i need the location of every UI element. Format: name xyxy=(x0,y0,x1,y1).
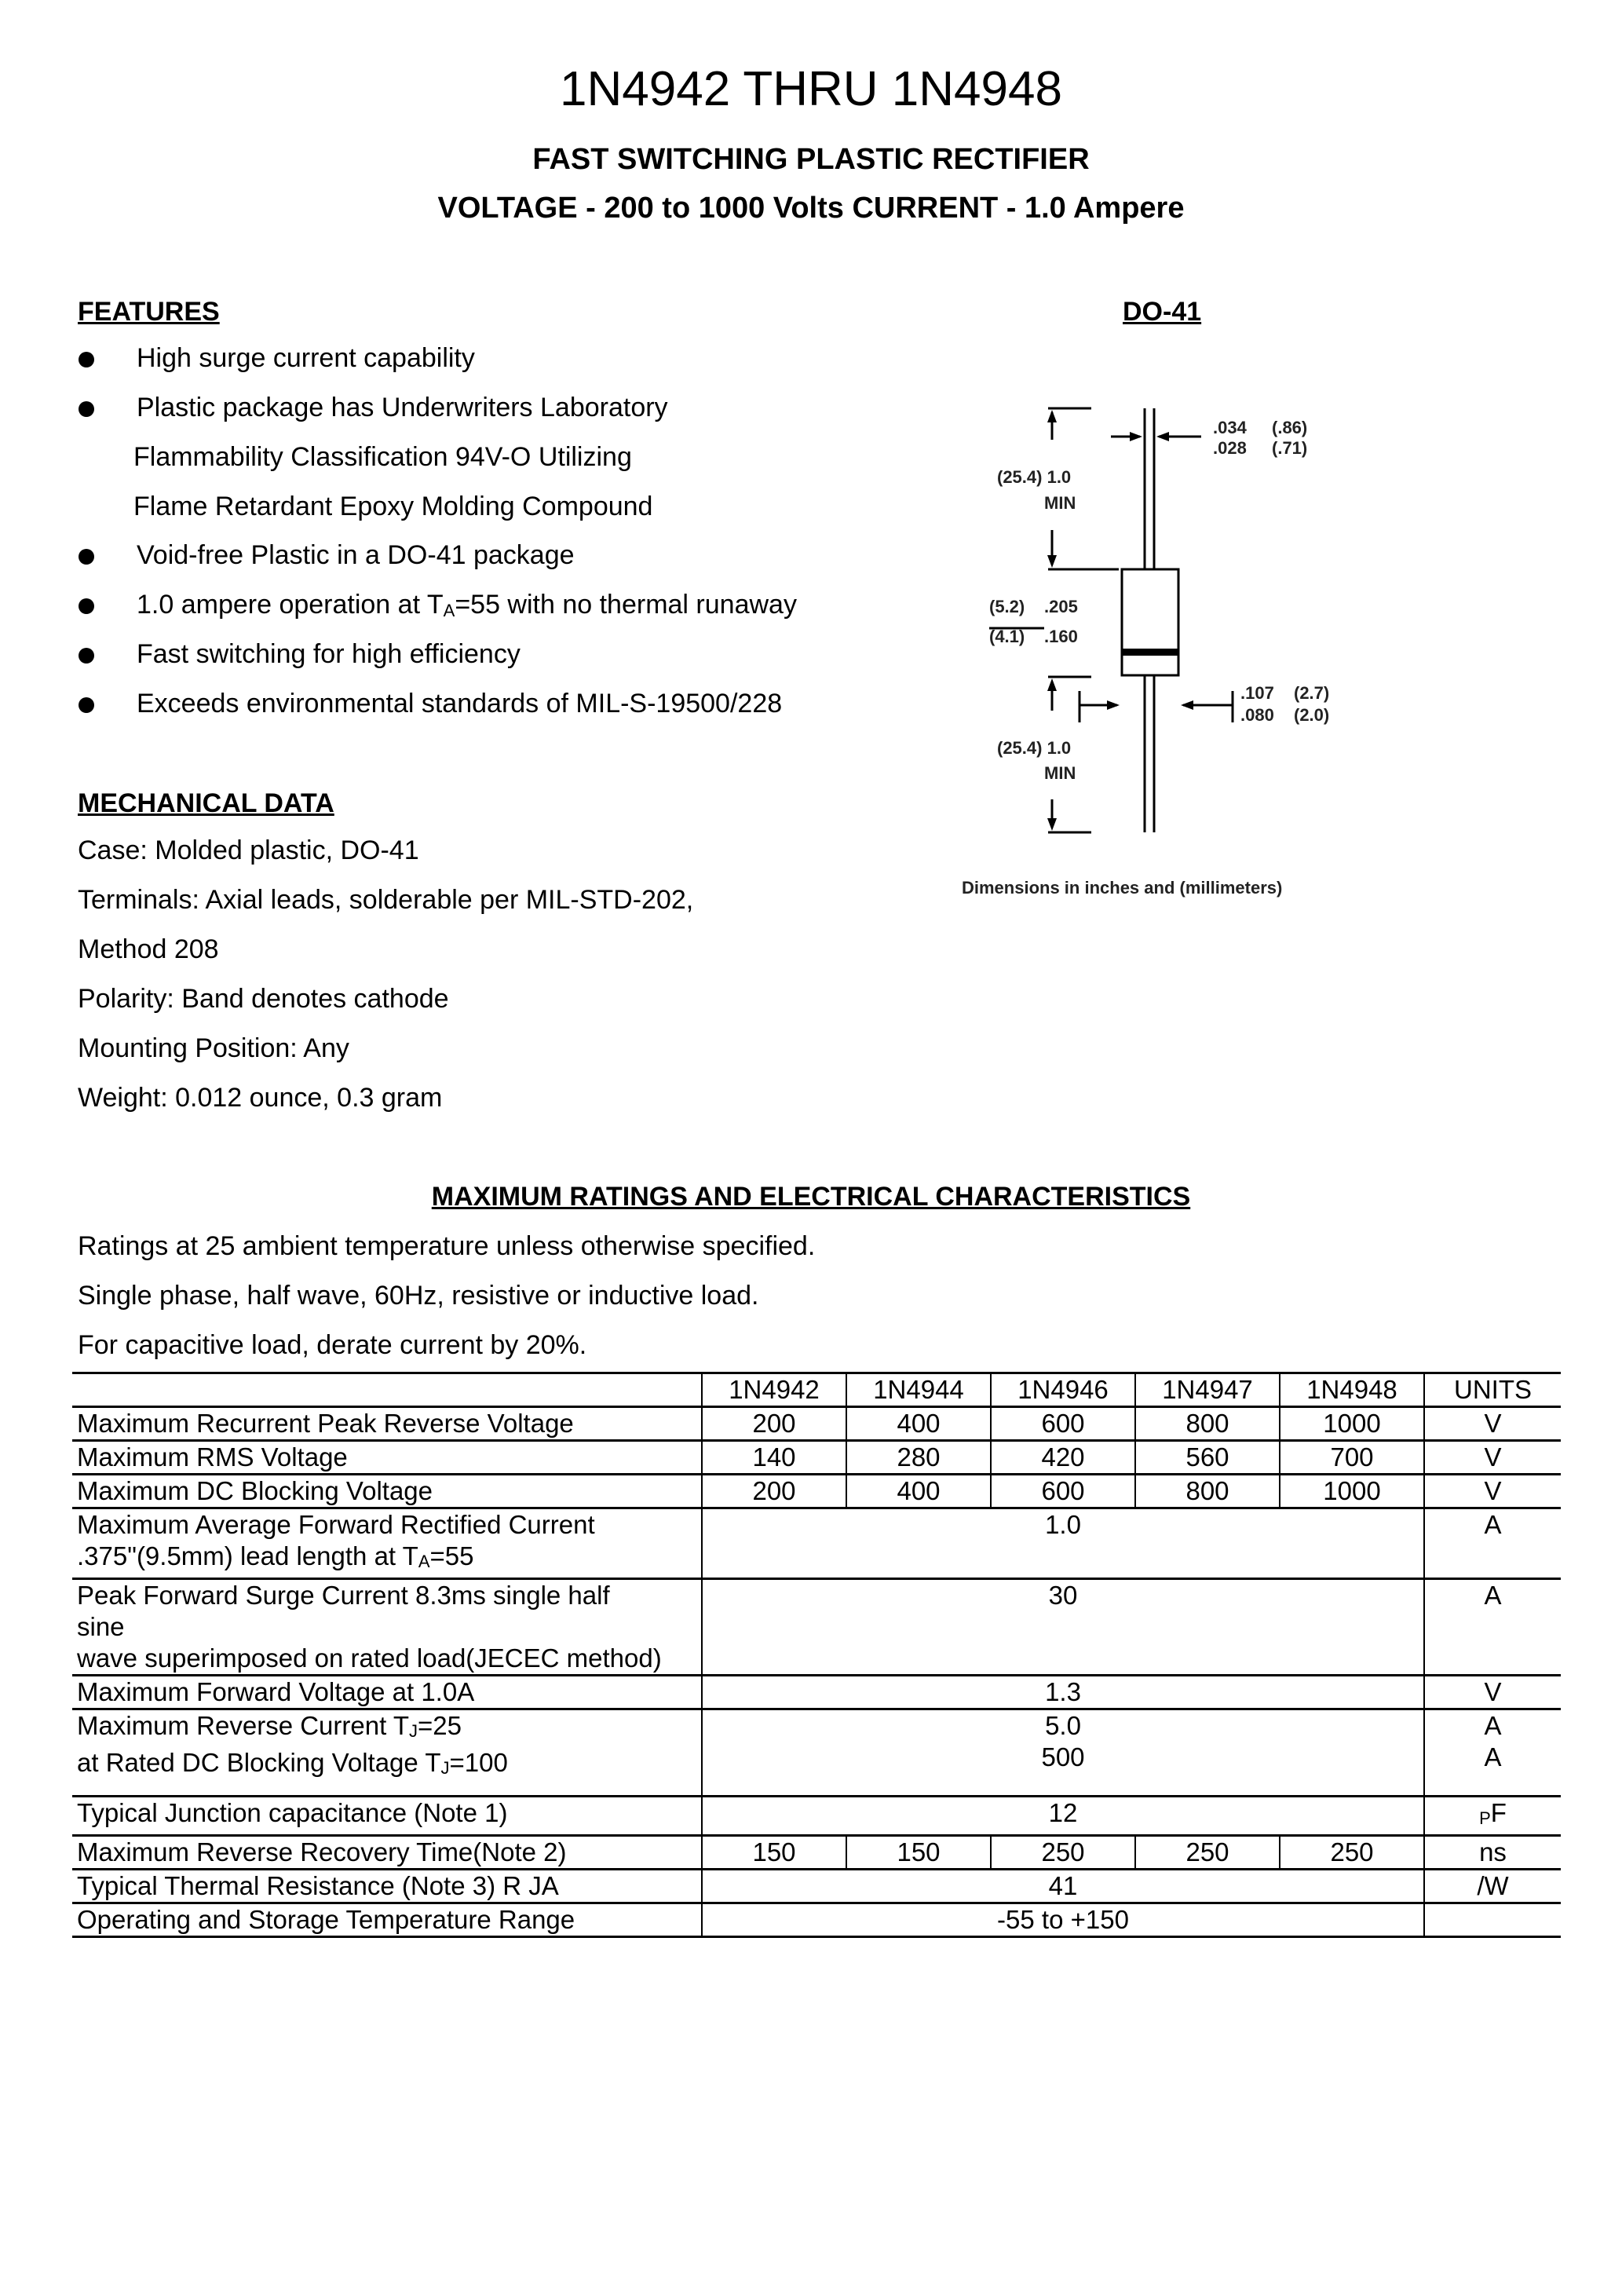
table-cell: 140 xyxy=(702,1441,846,1475)
table-cell: 12 xyxy=(702,1797,1424,1836)
table-cell: 150 xyxy=(846,1836,991,1870)
table-cell: 250 xyxy=(991,1836,1135,1870)
ratings-note: For capacitive load, derate current by 20%. xyxy=(78,1330,587,1360)
table-header-cell xyxy=(72,1373,702,1407)
unit-cell: A xyxy=(1424,1508,1561,1579)
ratings-heading: MAXIMUM RATINGS AND ELECTRICAL CHARACTERISTICS xyxy=(431,1182,1191,1212)
table-row xyxy=(72,1441,1561,1475)
table-cell: 250 xyxy=(1280,1836,1424,1870)
unit-cell: A A xyxy=(1424,1709,1561,1797)
features-heading: FEATURES xyxy=(78,297,220,327)
table-cell: 1.0 xyxy=(702,1508,1424,1579)
table-cell: 30 xyxy=(702,1579,1424,1676)
row-label: Peak Forward Surge Current 8.3ms single half sine wave superimposed on rated load(JECEC method) xyxy=(72,1579,702,1676)
unit-cell: V xyxy=(1424,1407,1561,1441)
lead-length-label: (25.4) 1.0 xyxy=(997,467,1072,487)
wire-dia-inch-max: .034 xyxy=(1213,418,1247,437)
feature-item: Plastic package has Underwriters Laboratory xyxy=(137,393,668,422)
table-cell: 600 xyxy=(991,1407,1135,1441)
ratings-table xyxy=(72,1372,1561,1938)
table-row xyxy=(72,1709,1561,1797)
unit-cell: V xyxy=(1424,1475,1561,1508)
body-length-mm-max: (5.2) xyxy=(989,597,1025,616)
table-cell: 560 xyxy=(1135,1441,1280,1475)
diagram-caption: Dimensions in inches and (millimeters) xyxy=(962,878,1283,898)
ratings-note: Single phase, half wave, 60Hz, resistive or inductive load. xyxy=(78,1281,759,1311)
unit-cell: /W xyxy=(1424,1870,1561,1903)
table-header-cell: UNITS xyxy=(1424,1373,1561,1407)
table-cell: 1.3 xyxy=(702,1676,1424,1709)
table-cell: 200 xyxy=(702,1407,846,1441)
bullet-icon xyxy=(79,401,94,417)
row-label: Maximum Reverse Current $T_J=25$ at Rated DC Blocking Voltage $T_J=100$ xyxy=(72,1709,702,1797)
unit-cell: A xyxy=(1424,1579,1561,1676)
table-row xyxy=(72,1797,1561,1836)
ratings-note: Ratings at 25 ambient temperature unless otherwise specified. xyxy=(78,1231,816,1261)
cathode-band xyxy=(1122,649,1178,656)
unit-cell: V xyxy=(1424,1441,1561,1475)
feature-item: Fast switching for high efficiency xyxy=(137,639,521,669)
table-header-cell: 1N4942 xyxy=(702,1373,846,1407)
body-length-inch-max: .205 xyxy=(1044,597,1078,616)
table-cell: 41 xyxy=(702,1870,1424,1903)
bullet-icon xyxy=(79,648,94,664)
table-cell: 800 xyxy=(1135,1407,1280,1441)
table-cell: 5.0 500 xyxy=(702,1709,1424,1797)
lead-min-label: MIN xyxy=(1044,763,1076,783)
table-header-cell: 1N4947 xyxy=(1135,1373,1280,1407)
table-cell: 420 xyxy=(991,1441,1135,1475)
table-cell: 600 xyxy=(991,1475,1135,1508)
table-cell: 280 xyxy=(846,1441,991,1475)
row-label: Typical Junction capacitance (Note 1) xyxy=(72,1797,702,1836)
table-header-cell: 1N4948 xyxy=(1280,1373,1424,1407)
row-label: Maximum RMS Voltage xyxy=(72,1441,702,1475)
feature-item: Void-free Plastic in a DO-41 package xyxy=(137,540,575,570)
mechanical-line: Method 208 xyxy=(78,934,219,964)
table-cell: 1000 xyxy=(1280,1407,1424,1441)
feature-item-continued: Flame Retardant Epoxy Molding Compound xyxy=(133,492,653,521)
row-label: Maximum Forward Voltage at 1.0A xyxy=(72,1676,702,1709)
body-dia-inch-min: .080 xyxy=(1240,705,1274,725)
diode-body xyxy=(1122,569,1178,675)
body-length-mm-min: (4.1) xyxy=(989,627,1025,646)
feature-item: High surge current capability xyxy=(137,343,475,373)
document-subtitle: FAST SWITCHING PLASTIC RECTIFIER xyxy=(532,143,1090,176)
bullet-icon xyxy=(79,598,94,614)
table-row xyxy=(72,1870,1561,1903)
table-row xyxy=(72,1508,1561,1579)
lead-min-label: MIN xyxy=(1044,493,1076,513)
bullet-icon xyxy=(79,549,94,565)
table-cell: 400 xyxy=(846,1475,991,1508)
mechanical-line: Case: Molded plastic, DO-41 xyxy=(78,835,419,865)
table-header-row xyxy=(72,1373,1561,1407)
row-label: Maximum DC Blocking Voltage xyxy=(72,1475,702,1508)
table-cell: -55 to +150 xyxy=(702,1903,1424,1937)
unit-cell: PF xyxy=(1424,1797,1561,1836)
body-dia-inch-max: .107 xyxy=(1240,683,1274,703)
table-cell: 200 xyxy=(702,1475,846,1508)
bullet-icon xyxy=(79,352,94,367)
table-row xyxy=(72,1475,1561,1508)
table-cell: 1000 xyxy=(1280,1475,1424,1508)
table-cell: 400 xyxy=(846,1407,991,1441)
unit-cell: V xyxy=(1424,1676,1561,1709)
body-dia-mm-min: (2.0) xyxy=(1294,705,1330,725)
table-row xyxy=(72,1676,1561,1709)
mechanical-line: Terminals: Axial leads, solderable per MIL-STD-202, xyxy=(78,885,694,915)
package-heading: DO-41 xyxy=(1123,297,1202,327)
table-cell: 150 xyxy=(702,1836,846,1870)
do41-package-diagram xyxy=(942,393,1382,911)
document-title: 1N4942 THRU 1N4948 xyxy=(560,62,1062,116)
table-header-cell: 1N4944 xyxy=(846,1373,991,1407)
body-length-inch-min: .160 xyxy=(1044,627,1078,646)
mechanical-line: Polarity: Band denotes cathode xyxy=(78,984,449,1014)
lead-length-label: (25.4) 1.0 xyxy=(997,738,1072,758)
table-cell: 250 xyxy=(1135,1836,1280,1870)
table-cell: 700 xyxy=(1280,1441,1424,1475)
wire-dia-mm-min: (.71) xyxy=(1272,438,1308,458)
table-header-cell: 1N4946 xyxy=(991,1373,1135,1407)
feature-item: Exceeds environmental standards of MIL-S-19500/228 xyxy=(137,689,783,718)
unit-cell: ns xyxy=(1424,1836,1561,1870)
row-label: Operating and Storage Temperature Range xyxy=(72,1903,702,1937)
unit-cell xyxy=(1424,1903,1561,1937)
row-label: Maximum Recurrent Peak Reverse Voltage xyxy=(72,1407,702,1441)
table-row xyxy=(72,1903,1561,1937)
bullet-icon xyxy=(79,697,94,713)
row-label: Typical Thermal Resistance (Note 3) R JA xyxy=(72,1870,702,1903)
body-dia-mm-max: (2.7) xyxy=(1294,683,1330,703)
row-label: Maximum Reverse Recovery Time(Note 2) xyxy=(72,1836,702,1870)
feature-item-continued: Flammability Classification 94V-O Utilizing xyxy=(133,442,632,472)
table-row xyxy=(72,1407,1561,1441)
mechanical-line: Weight: 0.012 ounce, 0.3 gram xyxy=(78,1083,443,1113)
feature-item: 1.0 ampere operation at $T_A=55$ with no thermal runaway xyxy=(137,590,797,620)
row-label: Maximum Average Forward Rectified Current .375"(9.5mm) lead length at $T_A=55$ xyxy=(72,1508,702,1579)
wire-dia-inch-min: .028 xyxy=(1213,438,1247,458)
wire-dia-mm-max: (.86) xyxy=(1272,418,1308,437)
voltage-current-summary: VOLTAGE - 200 to 1000 Volts CURRENT - 1.0 Ampere xyxy=(437,192,1185,225)
mechanical-line: Mounting Position: Any xyxy=(78,1033,349,1063)
table-cell: 800 xyxy=(1135,1475,1280,1508)
table-row xyxy=(72,1836,1561,1870)
table-row xyxy=(72,1579,1561,1676)
mechanical-heading: MECHANICAL DATA xyxy=(78,788,334,818)
